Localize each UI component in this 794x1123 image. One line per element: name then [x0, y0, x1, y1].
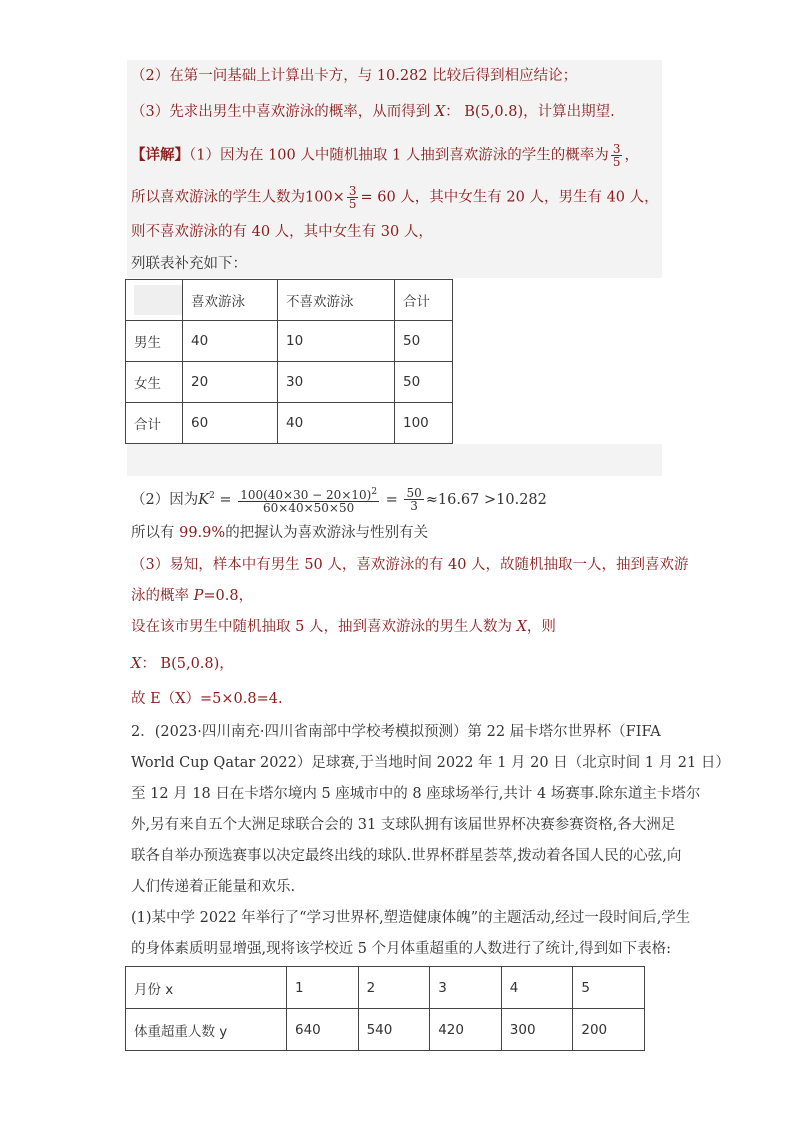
part2-eq2: = [381, 491, 403, 508]
part2-post: ≈16.67 >10.282 [425, 491, 547, 508]
part2-concl-pct: 99.9% [179, 525, 226, 541]
table-header-cell: 合计 [395, 280, 453, 321]
table-cell: 男生 [126, 321, 183, 362]
part3-line-5: 故 E（X）=5×0.8=4. [131, 691, 283, 707]
problem2-line-4: 外,另有来自五个大洲足球联合会的 31 支球队拥有该届世界杯决赛参赛资格,各大洲足 [131, 817, 676, 833]
table-cell: 200 [573, 1009, 645, 1051]
solution-line-2-post: = 60 人，其中女生有 20 人，男生有 40 人， [360, 189, 659, 206]
part3-line-3 [131, 617, 556, 637]
table-cell: 300 [501, 1009, 573, 1051]
problem2-line-7: (1)某中学 2022 年举行了“学习世界杯,塑造健康体魄”的主题活动,经过一段时间后,学生 [131, 910, 691, 926]
table-row-label: 体重超重人数 y [126, 1009, 287, 1051]
part3-line-4 [131, 654, 234, 674]
table-header-cell: 喜欢游泳 [183, 280, 278, 321]
hint-line-3-var: X [434, 104, 446, 120]
table-cell: 40 [183, 321, 278, 362]
table-cell: 540 [358, 1009, 430, 1051]
shaded-band-top [127, 60, 662, 278]
part3-line-2-post: =0.8， [203, 588, 254, 604]
part2-eq: = [214, 491, 237, 508]
table-cell: 1 [287, 967, 359, 1009]
solution-line-3: 则不喜欢游泳的有 40 人，其中女生有 30 人， [131, 224, 433, 240]
table-row [126, 403, 453, 444]
part3-line-3-x: X [516, 619, 527, 635]
problem2-line-5: 联各自举办预选赛事以决定最终出线的球队.世界杯群星荟萃,拨动着各国人民的心弦,向 [131, 848, 682, 864]
hint-line-3 [131, 102, 615, 122]
table-cell: 100 [395, 403, 453, 444]
part2-k: K [198, 491, 210, 508]
table-cell: 3 [430, 967, 502, 1009]
table-row [126, 321, 453, 362]
part3-line-2-p: P [193, 588, 204, 604]
part2-formula-line [131, 484, 547, 514]
shaded-band-under-table [127, 444, 662, 476]
table-cell: 420 [430, 1009, 502, 1051]
chi-square-fraction: $\frac{100(40\times 30 - 20\times 10)^2}{60\times 40\times 50\times 50}$ [240, 486, 378, 515]
table-cell: 50 [395, 362, 453, 403]
table-cell: 女生 [126, 362, 183, 403]
table-cell: 30 [278, 362, 395, 403]
part2-k-sup: 2 [209, 491, 215, 501]
solution-line-1-pre: （1）因为在 100 人中随机抽取 1 人抽到喜欢游泳的学生的概率为 [189, 147, 609, 164]
table-row-label: 月份 x [126, 967, 287, 1009]
solution-line-4: 列联表补充如下： [131, 256, 247, 272]
overweight-table [125, 966, 645, 1051]
table-cell: 50 [395, 321, 453, 362]
part3-line-1: （3）易知，样本中有男生 50 人，喜欢游泳的有 40 人，故随机抽取一人，抽到喜欢游 [131, 557, 689, 573]
table-row [126, 280, 453, 321]
table-header-cell: 不喜欢游泳 [278, 280, 395, 321]
fraction-fifty-thirds: $\frac{50}{3}$ [406, 486, 422, 514]
solution-line-2-expr: 100× [305, 189, 345, 206]
solution-line-2 [131, 185, 659, 210]
table-cell: 合计 [126, 403, 183, 444]
solution-tag: 【详解】 [131, 146, 189, 164]
solution-line-2-pre: 所以喜欢游泳的学生人数为 [131, 189, 305, 206]
part3-line-2 [131, 586, 253, 606]
table-cell: 20 [183, 362, 278, 403]
part3-line-4-x: X [131, 656, 142, 672]
table-cell: 60 [183, 403, 278, 444]
table-cell: 5 [573, 967, 645, 1009]
contingency-table [125, 279, 453, 444]
problem2-line-6: 人们传递着正能量和欢乐. [131, 879, 296, 895]
part3-line-4-post: ： B(5,0.8)， [141, 656, 234, 672]
hint-line-3-mid: ： B(5,0.8) [445, 104, 524, 120]
part2-pre: （2）因为 [131, 491, 199, 508]
part3-line-2-pre: 泳的概率 [131, 588, 194, 604]
part2-concl-post: 的把握认为喜欢游泳与性别有关 [225, 525, 429, 541]
problem2-line-3: 至 12 月 18 日在卡塔尔境内 5 座城市中的 8 座球场举行,共计 4 场赛事.除东道主卡塔尔 [131, 786, 701, 802]
part3-line-3-pre: 设在该市男生中随机抽取 5 人，抽到喜欢游泳的男生人数为 [131, 619, 517, 635]
table-row [126, 967, 645, 1009]
part3-line-3-post: ，则 [526, 619, 556, 635]
table-row [126, 1009, 645, 1051]
problem2-line-2: World Cup Qatar 2022）足球赛,于当地时间 2022 年 1 月 20 日（北京时间 1 月 21 日） [131, 755, 730, 771]
hint-line-3-pre: （3）先求出男生中喜欢游泳的概率，从而得到 [131, 104, 431, 120]
solution-line-1 [131, 143, 639, 168]
table-cell: 10 [278, 321, 395, 362]
table-cell: 40 [278, 403, 395, 444]
fraction-three-fifths: $\frac{3}{5}$ [612, 142, 621, 169]
table-corner-cell [126, 280, 183, 321]
table-row [126, 362, 453, 403]
table-cell: 2 [358, 967, 430, 1009]
hint-line-3-post: ，计算出期望. [523, 104, 615, 120]
part2-conclusion [131, 523, 428, 543]
fraction-three-fifths-2: $\frac{3}{5}$ [348, 184, 357, 211]
problem2-line-1: 2．(2023·四川南充·四川省南部中学校考模拟预测）第 22 届卡塔尔世界杯（FIFA [131, 724, 661, 740]
hint-line-2: （2）在第一问基础上计算出卡方，与 10.282 比较后得到相应结论； [131, 68, 578, 84]
table-cell: 4 [501, 967, 573, 1009]
solution-line-1-post: ， [624, 147, 639, 164]
table-cell: 640 [287, 1009, 359, 1051]
part2-concl-pre: 所以有 [131, 525, 180, 541]
problem2-line-8: 的身体素质明显增强,现将该学校近 5 个月体重超重的人数进行了统计,得到如下表格: [131, 941, 672, 957]
